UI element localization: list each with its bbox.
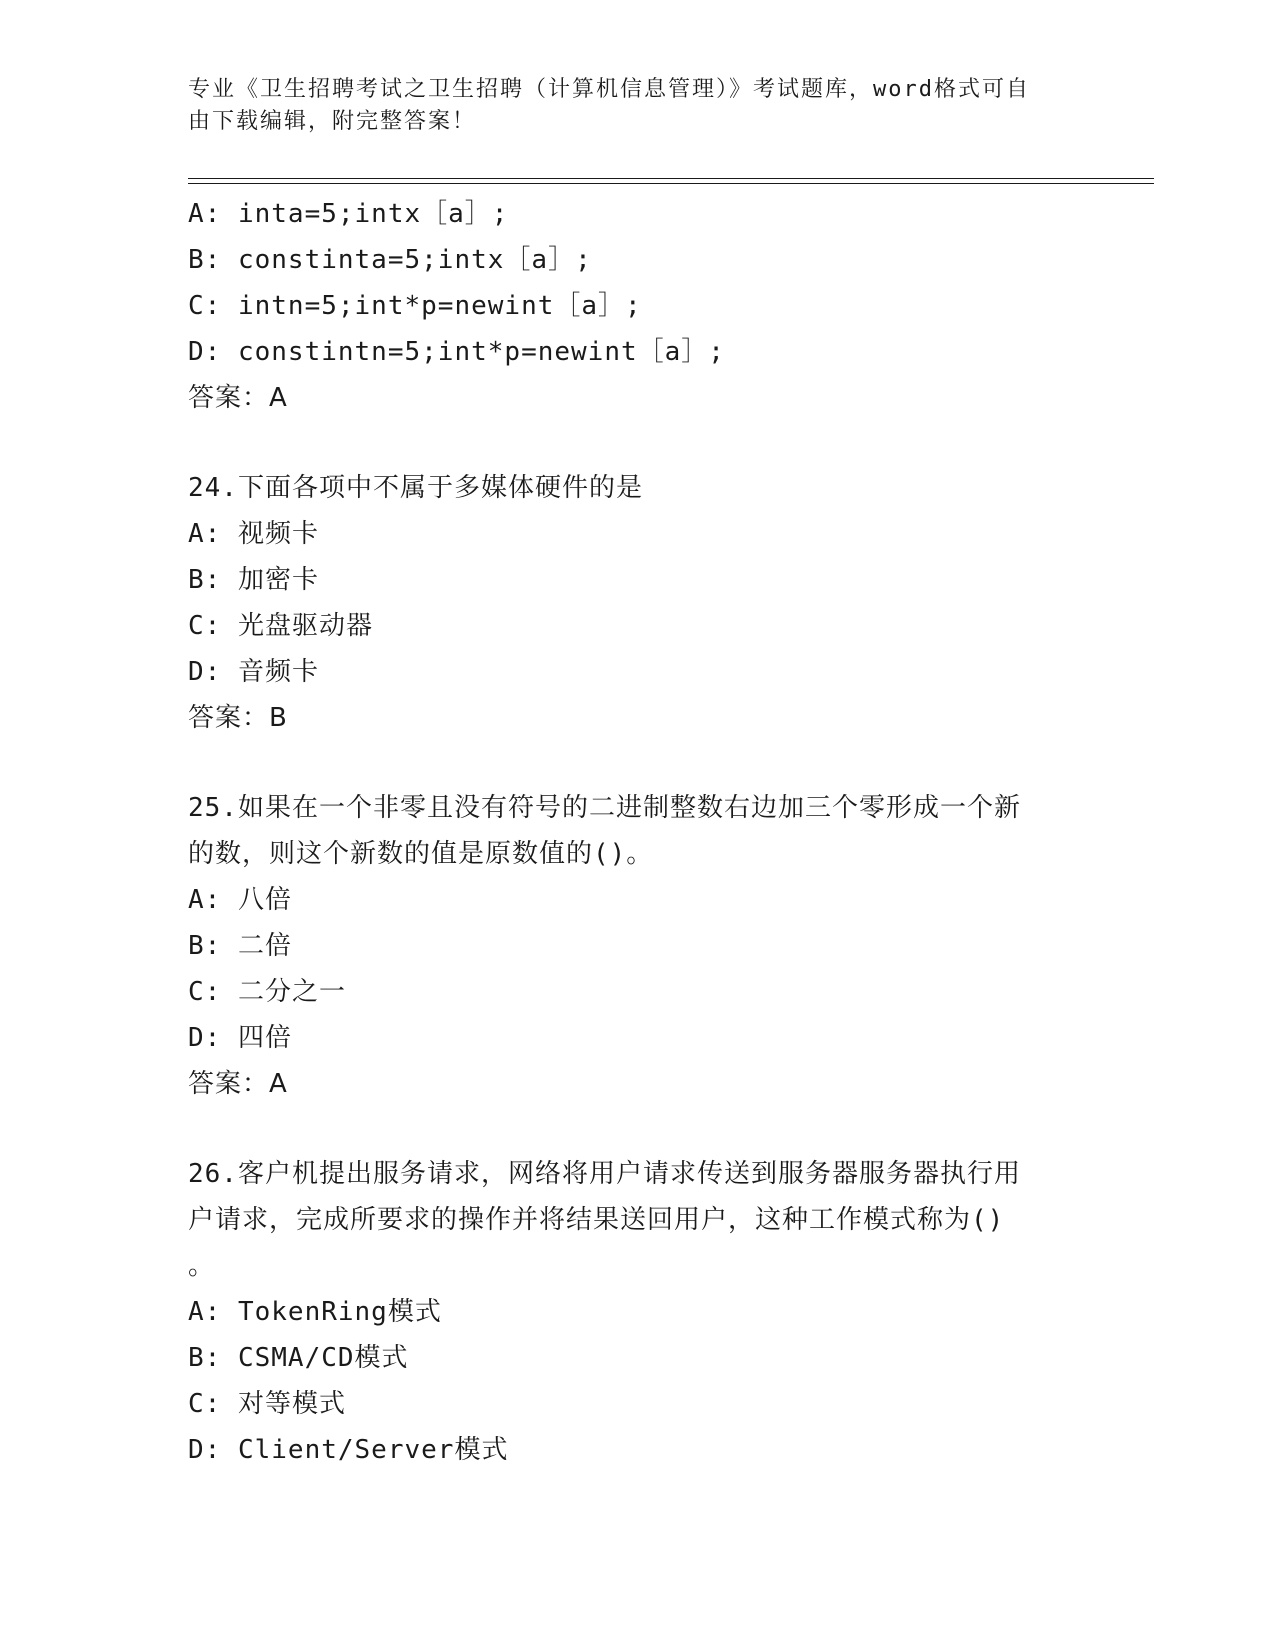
q23-option-d: D: constintn=5;int*p=newint［a］; bbox=[188, 337, 725, 367]
q26-option-a: A: TokenRing模式 bbox=[188, 1297, 442, 1327]
q24-option-d: D: 音频卡 bbox=[188, 657, 319, 687]
spacer bbox=[188, 741, 1088, 785]
q25-option-c: C: 二分之一 bbox=[188, 977, 346, 1007]
q23-answer: 答案：A bbox=[188, 383, 288, 413]
q26-option-d: D: Client/Server模式 bbox=[188, 1435, 509, 1465]
q25-answer: 答案：A bbox=[188, 1069, 288, 1099]
q25-option-a: A: 八倍 bbox=[188, 885, 292, 915]
q25-option-b: B: 二倍 bbox=[188, 931, 292, 961]
q25-question-line-2: 的数，则这个新数的值是原数值的()。 bbox=[188, 839, 654, 869]
q24-question: 24.下面各项中不属于多媒体硬件的是 bbox=[188, 473, 643, 503]
question-24 bbox=[188, 465, 1088, 741]
document-header bbox=[188, 74, 1088, 138]
question-25 bbox=[188, 785, 1088, 1107]
q23-option-b: B: constinta=5;intx［a］; bbox=[188, 245, 592, 275]
q25-option-d: D: 四倍 bbox=[188, 1023, 292, 1053]
spacer bbox=[188, 1107, 1088, 1151]
q24-option-b: B: 加密卡 bbox=[188, 565, 319, 595]
q26-option-b: B: CSMA/CD模式 bbox=[188, 1343, 409, 1373]
header-divider-top bbox=[188, 178, 1154, 179]
q24-option-c: C: 光盘驱动器 bbox=[188, 611, 373, 641]
q23-option-c: C: intn=5;int*p=newint［a］; bbox=[188, 291, 642, 321]
q26-option-c: C: 对等模式 bbox=[188, 1389, 346, 1419]
header-line-1: 专业《卫生招聘考试之卫生招聘（计算机信息管理）》考试题库，word格式可自 bbox=[188, 77, 1030, 102]
q24-option-a: A: 视频卡 bbox=[188, 519, 319, 549]
header-divider-bottom bbox=[188, 183, 1154, 184]
q26-question-line-3: 。 bbox=[188, 1251, 216, 1281]
header-line-2: 由下载编辑，附完整答案！ bbox=[188, 109, 477, 134]
q25-question-line-1: 25.如果在一个非零且没有符号的二进制整数右边加三个零形成一个新 bbox=[188, 793, 1021, 823]
q26-question-line-2: 户请求，完成所要求的操作并将结果送回用户，这种工作模式称为() bbox=[188, 1205, 1005, 1235]
q23-option-a: A: inta=5;intx［a］; bbox=[188, 199, 509, 229]
q24-answer: 答案：B bbox=[188, 703, 288, 733]
spacer bbox=[188, 421, 1088, 465]
q26-question-line-1: 26.客户机提出服务请求，网络将用户请求传送到服务器服务器执行用 bbox=[188, 1159, 1021, 1189]
document-body bbox=[188, 191, 1088, 1473]
question-23 bbox=[188, 191, 1088, 421]
question-26 bbox=[188, 1151, 1088, 1473]
